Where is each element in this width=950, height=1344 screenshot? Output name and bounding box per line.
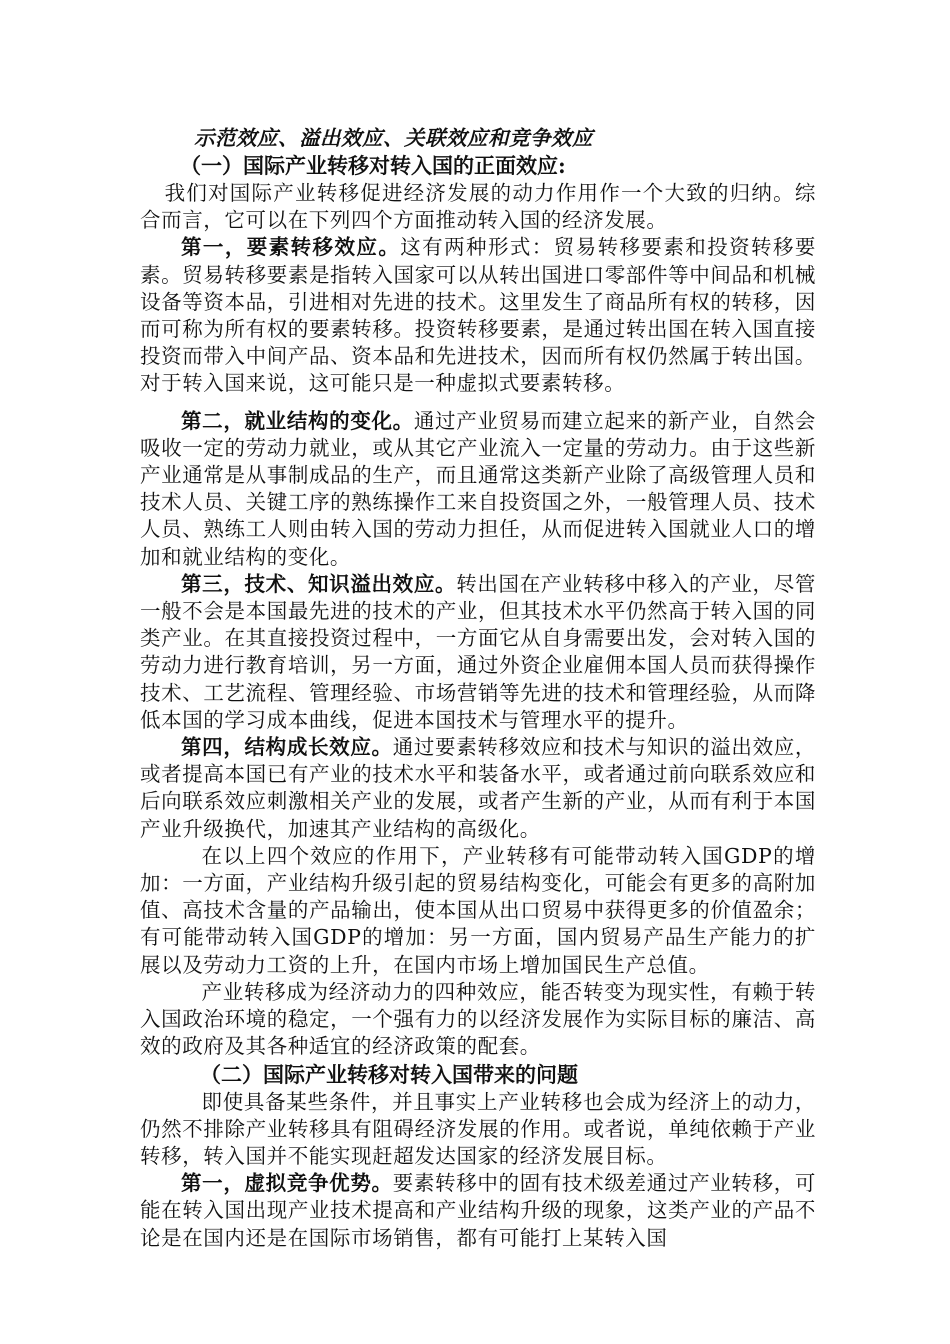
paragraph-reality-conditions: 产业转移成为经济动力的四种效应，能否转变为现实性，有赖于转入国政治环境的稳定，一个强有力的以经济发展作为实际目标的廉洁、高效的政府及其各种适宜的经济政策的配套。 (140, 979, 816, 1059)
paragraph-text: 通过要素转移效应和技术与知识的溢出效应，或者提高本国已有产业的技术水平和装备水平，或者通过前向联系效应和后向联系效应刺激相关产业的发展，或者产生新的产业，从而有利于本国产业升级换代，加速其产业结构的高级化。 (140, 735, 817, 841)
section-heading-problems: （二）国际产业转移对转入国带来的问题 (200, 1061, 578, 1087)
paragraph-text: 这有两种形式：贸易转移要素和投资转移要素。贸易转移要素是指转入国家可以从转出国进口零部件等中间品和机械设备等资本品，引进相对先进的技术。这里发生了商品所有权的转移，因而可称为所有权的要素转移。投资转移要素，是通过转出国在转入国直接投资而带入中间产品、资本品和先进技术，因而所有权仍然属于转出国。对于转入国来说，这可能只是一种虚拟式要素转移。 (140, 235, 816, 396)
paragraph-virtual-advantage (140, 1170, 816, 1252)
section-heading-positive-effects: （一）国际产业转移对转入国的正面效应: (180, 153, 566, 178)
paragraph-lead: 第三，技术、知识溢出效应。 (181, 571, 457, 596)
paragraph-text: 转出国在产业转移中移入的产业，尽管一般不会是本国最先进的技术的产业，但其技术水平仍然高于转入国的同类产业。在其直接投资过程中，一方面它从自身需要出发，会对转入国的劳动力进行教育培训，另一方面，通过外资企业雇佣本国人员而获得操作技术、工艺流程、管理经验、市场营销等先进的技术和管理经验，从而降低本国的学习成本曲线，促进本国技术与管理水平的提升。 (140, 571, 816, 732)
paragraph-structural-growth (140, 734, 816, 843)
paragraph-lead: 第二，就业结构的变化。 (181, 408, 414, 433)
document-body (140, 124, 816, 1252)
paragraph-knowledge-spillover (140, 571, 816, 734)
paragraph-text: 要素转移中的固有技术级差通过产业转移，可能在转入国出现产业技术提高和产业结构升级的现象，这类产业的产品不论是在国内还是在国际市场销售，都有可能打上某转入国 (140, 1171, 817, 1250)
paragraph-employment-structure (140, 408, 816, 571)
paragraph-gdp-summary: 在以上四个效应的作用下，产业转移有可能带动转入国GDP的增加：一方面，产业结构升级引起的贸易结构变化，可能会有更多的高附加值、高技术含量的产品输出，使本国从出口贸易中获得更多的价值盈余；有可能带动转入国GDP的增加：另一方面，国内贸易产品生产能力的扩展以及劳动力工资的上升，在国内市场上增加国民生产总值。 (140, 843, 816, 977)
paragraph-text: 通过产业贸易而建立起来的新产业，自然会吸收一定的劳动力就业，或从其它产业流入一定量的劳动力。由于这些新产业通常是从事制成品的生产，而且通常这类新产业除了高级管理人员和技术人员、关键工序的熟练操作工来自投资国之外，一般管理人员、技术人员、熟练工人则由转入国的劳动力担任，从而促进转入国就业人口的增加和就业结构的变化。 (140, 408, 816, 569)
paragraph-lead: 第一，要素转移效应。 (181, 235, 401, 260)
document-title: 示范效应、溢出效应、关联效应和竞争效应 (194, 126, 593, 150)
paragraph-lead: 第四，结构成长效应。 (181, 735, 393, 760)
paragraph-lead: 第一，虚拟竞争优势。 (181, 1171, 393, 1196)
section-intro-paragraph: 我们对国际产业转移促进经济发展的动力作用作一个大致的归纳。综合而言，它可以在下列四个方面推动转入国的经济发展。 (140, 181, 816, 233)
paragraph-factor-transfer (140, 234, 816, 397)
section-intro-paragraph: 即使具备某些条件，并且事实上产业转移也会成为经济上的动力，仍然不排除产业转移具有阻碍经济发展的作用。或者说，单纯依赖于产业转移，转入国并不能实现赶超发达国家的经济发展目标。 (140, 1089, 816, 1168)
